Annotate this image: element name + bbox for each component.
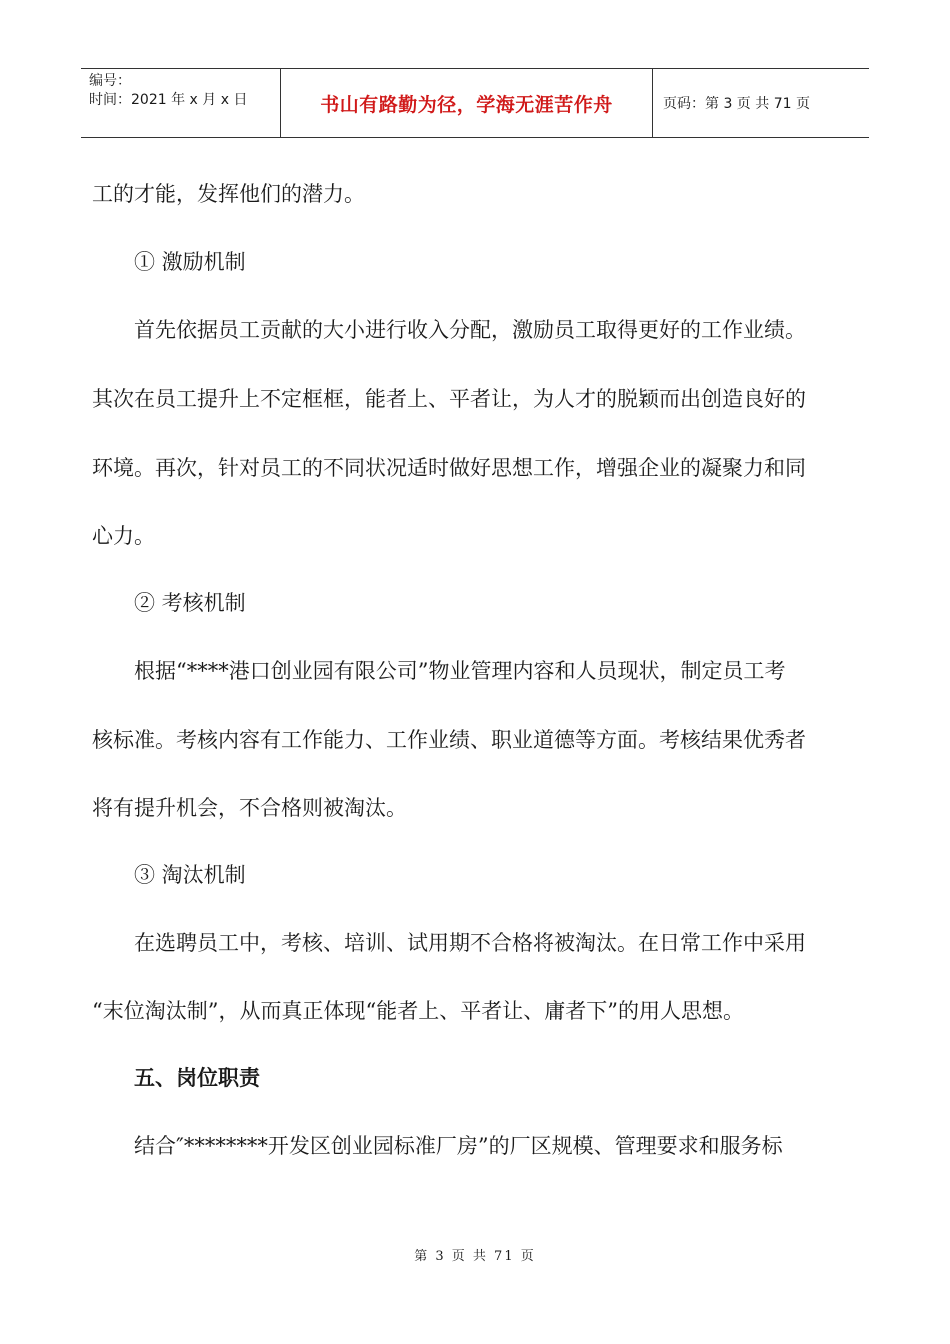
body-line: 核标准。考核内容有工作能力、工作业绩、职业道德等方面。考核结果优秀者 <box>92 728 806 752</box>
body-line: 结合″********开发区创业园标准厂房”的厂区规模、管理要求和服务标 <box>134 1134 783 1158</box>
time-label: 时间：2021 年 x 月 x 日 <box>89 92 248 108</box>
body-line: “末位淘汰制”，从而真正体现“能者上、平者让、庸者下”的用人思想。 <box>92 999 744 1023</box>
body-line: 心力。 <box>92 524 155 548</box>
section-heading-elimination: ③ 淘汰机制 <box>134 863 246 887</box>
body-line: 其次在员工提升上不定框框，能者上、平者让，为人才的脱颖而出创造良好的 <box>92 387 806 411</box>
body-line: 在选聘员工中，考核、培训、试用期不合格将被淘汰。在日常工作中采用 <box>134 931 806 955</box>
body-line: 将有提升机会，不合格则被淘汰。 <box>92 796 407 820</box>
number-label: 编号： <box>89 73 131 89</box>
chapter-heading-duties: 五、岗位职责 <box>134 1066 260 1090</box>
header-page-info: 页码：第 3 页 共 71 页 <box>663 96 810 112</box>
body-line: 工的才能，发挥他们的潜力。 <box>92 182 365 206</box>
header-motto: 书山有路勤为径，学海无涯苦作舟 <box>281 69 653 137</box>
body-line: 首先依据员工贡献的大小进行收入分配，激励员工取得更好的工作业绩。 <box>134 318 806 342</box>
document-body <box>92 160 860 1181</box>
page-header <box>81 68 869 138</box>
header-meta <box>81 69 281 137</box>
section-heading-assessment: ② 考核机制 <box>134 591 246 615</box>
body-line: 根据“****港口创业园有限公司”物业管理内容和人员现状，制定员工考 <box>134 659 786 683</box>
body-line: 环境。再次，针对员工的不同状况适时做好思想工作，增强企业的凝聚力和同 <box>92 456 806 480</box>
page-footer: 第 3 页 共 71 页 <box>414 1249 536 1264</box>
section-heading-incentive: ① 激励机制 <box>134 250 246 274</box>
